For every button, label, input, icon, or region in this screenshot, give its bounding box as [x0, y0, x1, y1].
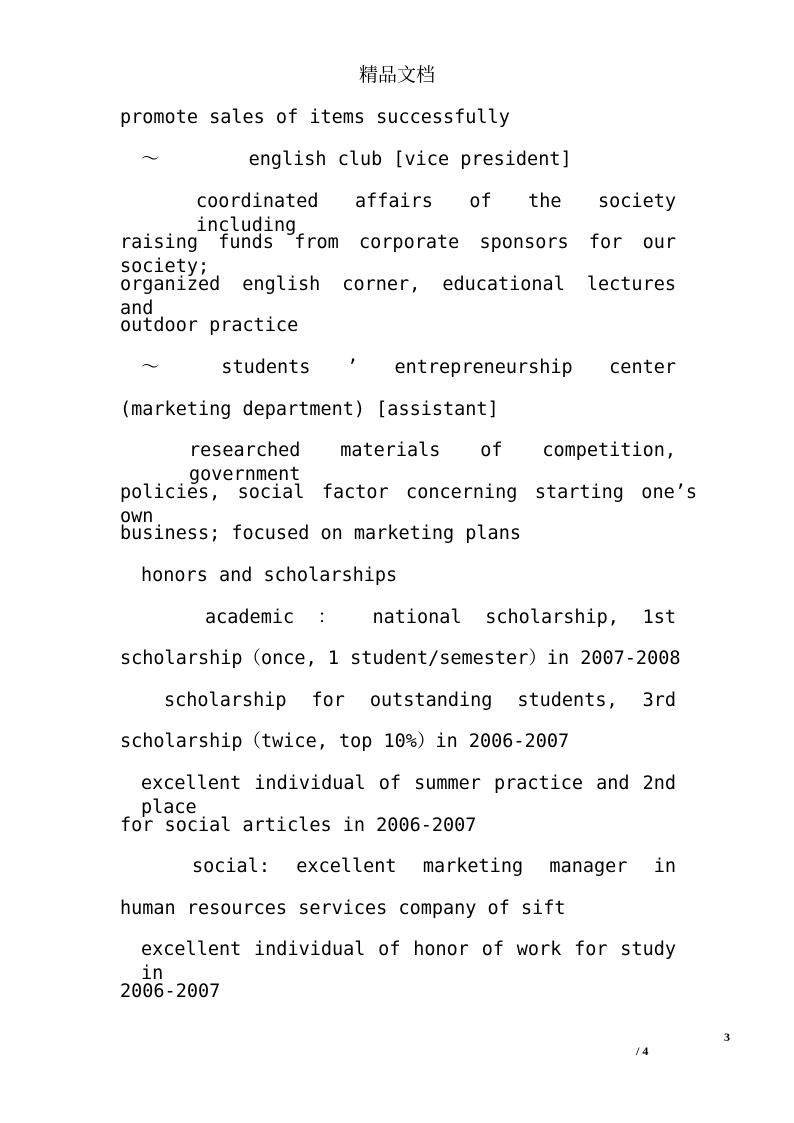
body-line-18: for social articles in 2006-2007	[120, 815, 477, 836]
body-line-13: academic ： national scholarship, 1st	[205, 607, 676, 628]
body-line-21: excellent individual of honor of work for study in	[141, 939, 676, 984]
body-line-9: researched materials of competition, government	[189, 440, 676, 485]
body-line-14: scholarship（once, 1 student/semester）in 2007-2008	[120, 648, 681, 669]
body-line-20: human resources services company of sift	[120, 898, 566, 919]
page-header-title: 精品文档	[358, 64, 435, 86]
body-line-5: organized english corner, educational lectures and	[120, 274, 676, 319]
body-line-7: ～ students ’ entrepreneurship center	[141, 357, 676, 378]
body-line-2: ～ english club [vice president]	[141, 149, 572, 170]
body-line-15: scholarship for outstanding students, 3rd	[164, 690, 676, 711]
body-line-10: policies, social factor concerning starting one’s own	[120, 482, 697, 527]
body-line-8: (marketing department) [assistant]	[120, 399, 499, 420]
body-line-19: social: excellent marketing manager in	[192, 856, 676, 877]
page-total: / 4	[636, 1044, 649, 1058]
body-line-17: excellent individual of summer practice and 2nd place	[141, 773, 676, 818]
body-line-11: business; focused on marketing plans	[120, 523, 521, 544]
body-line-16: scholarship（twice, top 10%）in 2006-2007	[120, 731, 570, 752]
body-line-6: outdoor practice	[120, 315, 299, 336]
section-heading-honors: honors and scholarships	[141, 565, 398, 586]
page-number: 3	[724, 1030, 730, 1044]
body-line-3: coordinated affairs of the society including	[196, 191, 676, 236]
body-line-4: raising funds from corporate sponsors for our society;	[120, 232, 676, 277]
body-line-22: 2006-2007	[120, 981, 221, 1002]
body-line-1: promote sales of items successfully	[120, 107, 510, 128]
